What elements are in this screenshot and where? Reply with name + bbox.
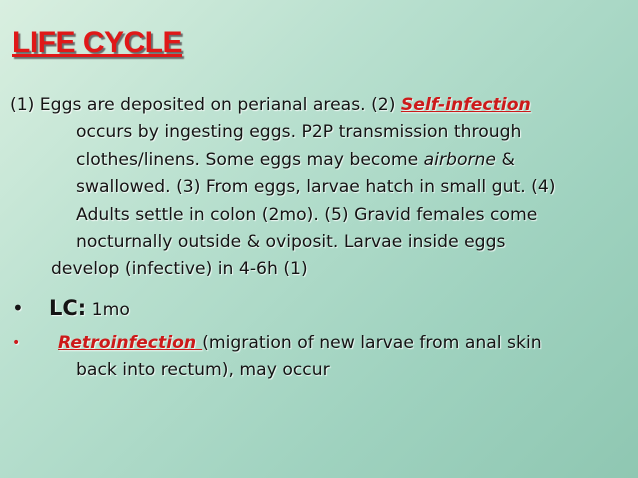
bullet-icon: • bbox=[12, 334, 21, 351]
paragraph-line-7: develop (infective) in 4-6h (1) bbox=[51, 259, 308, 280]
lc-value: 1mo bbox=[86, 299, 130, 320]
paragraph-line-1 bbox=[10, 92, 630, 119]
paragraph-line-6: nocturnally outside & oviposit. Larvae inside eggs bbox=[76, 231, 506, 252]
paragraph-line-2: occurs by ingesting eggs. P2P transmission through bbox=[76, 122, 522, 143]
lc-bullet-item bbox=[10, 292, 630, 324]
airborne-text: airborne bbox=[423, 149, 496, 170]
paragraph-line-5: Adults settle in colon (2mo). (5) Gravid females come bbox=[76, 204, 538, 225]
paragraph-line-3 bbox=[10, 147, 630, 174]
paragraph-line-4: swallowed. (3) From eggs, larvae hatch in small gut. (4) bbox=[76, 177, 556, 198]
bullet-icon: • bbox=[12, 295, 24, 320]
retro-line-1 bbox=[10, 330, 630, 357]
self-infection-link[interactable]: Self-infection bbox=[400, 95, 531, 115]
retro-line-2: back into rectum), may occur bbox=[76, 360, 330, 381]
slide-title: LIFE CYCLE bbox=[12, 26, 183, 59]
line-text: clothes/linens. Some eggs may become bbox=[76, 149, 424, 170]
retroinfection-link[interactable]: Retroinfection bbox=[58, 332, 203, 353]
line-text: (1) Eggs are deposited on perianal areas. (2) bbox=[10, 95, 401, 115]
line-text: (migration of new larvae from anal skin bbox=[202, 332, 542, 353]
lc-label: LC: bbox=[49, 295, 87, 320]
retroinfection-bullet-item bbox=[10, 330, 630, 385]
slide-body bbox=[10, 92, 630, 385]
line-text: & bbox=[496, 149, 515, 170]
